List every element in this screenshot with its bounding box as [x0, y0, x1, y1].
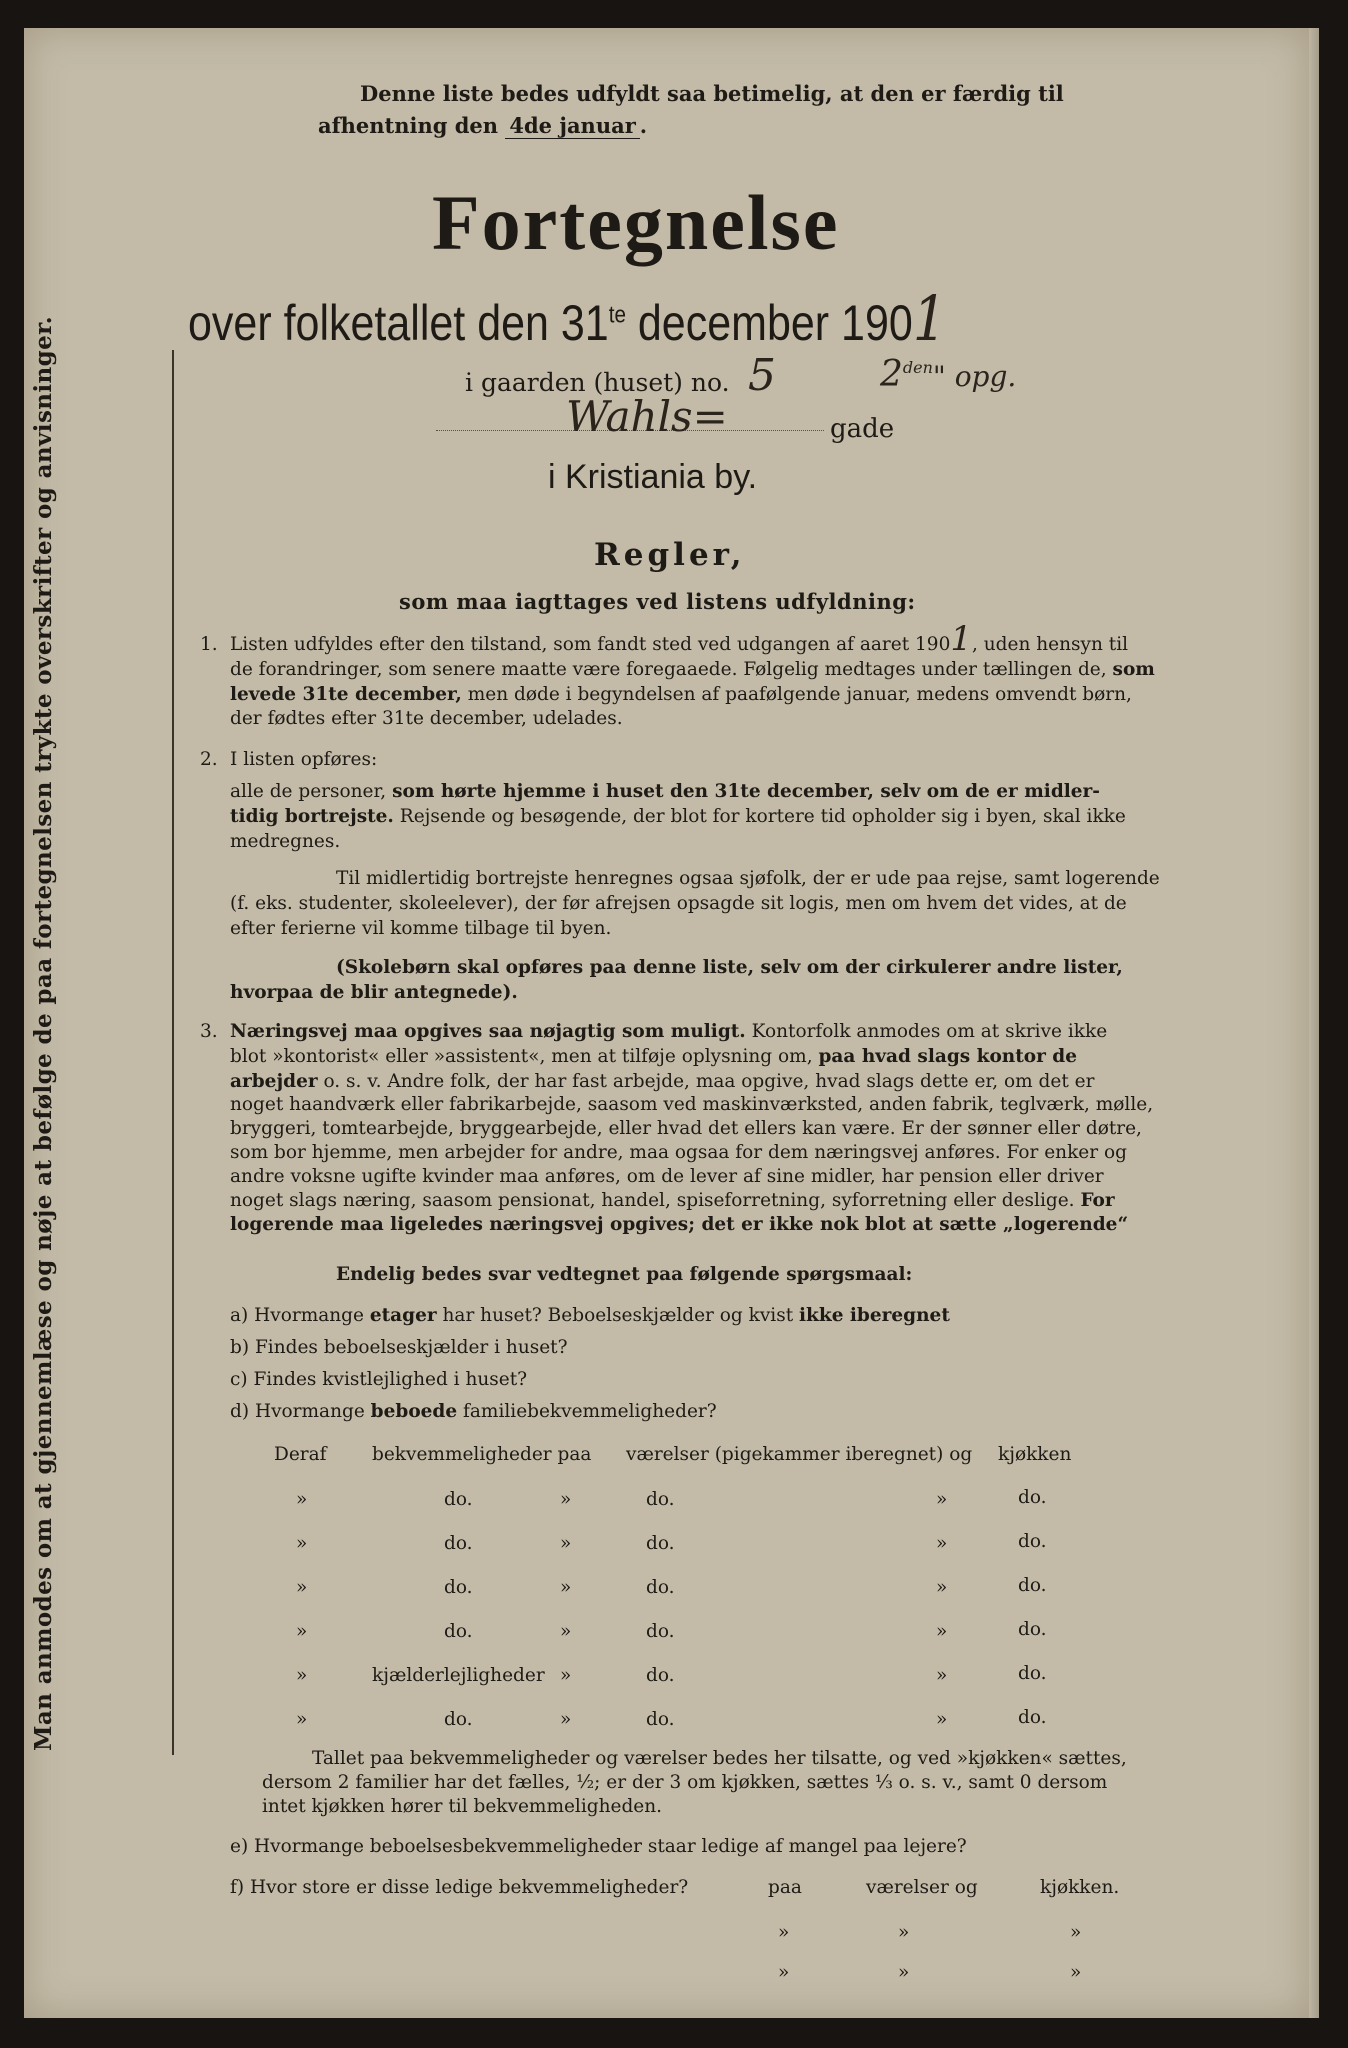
house-extra-value: $2^{den}$" opg.	[880, 354, 1017, 395]
header-line-1: Denne liste bedes udfyldt saa betimelig, at den er færdig til	[360, 81, 1064, 106]
table-header-vaer: værelser (pigekammer iberegnet) og	[626, 1444, 973, 1465]
sidebar-rule	[172, 350, 174, 1755]
rule-1-number: 1.	[200, 634, 218, 655]
rule-3-line-4: noget haandværk eller fabrikarbejde, saasom ved maskinværksted, anden fabrik, teglværk, mølle,	[230, 1094, 1154, 1115]
rule-3-line-3: arbejder o. s. v. Andre folk, der har fast arbejde, maa opgive, hvad slags dette er, om det er	[230, 1071, 1095, 1092]
table-header-bekv: bekvemmeligheder paa	[372, 1444, 592, 1465]
rule-3-line-1: Næringsvej maa opgives saa nøjagtig som muligt. Kontorfolk anmodes om at skrive ikke	[230, 1021, 1108, 1042]
rule-2-line-9: hvorpaa de blir antegnede).	[230, 982, 518, 1003]
rule-3-line-2: blot »kontorist« eller »assistent«, men at tilføje oplysning om, paa hvad slags kontor de	[230, 1046, 1078, 1067]
question-e: e) Hvormange beboelsesbekvemmeligheder staar ledige af mangel paa lejere?	[230, 1836, 967, 1857]
rule-3-line-7: andre voksne ugifte kvinder maa anføres, om de lever af sine midler, har pension eller driver	[230, 1166, 1104, 1187]
table-header-deraf: Deraf	[274, 1444, 327, 1465]
pickup-date: 4de januar	[505, 113, 639, 139]
rule-3-line-9: logerende maa ligeledes næringsvej opgives; det er ikke nok blot at sætte „logerende“	[230, 1214, 1129, 1235]
rule-2-line-5: Til midlertidig bortrejste henregnes ogsaa sjøfolk, der er ude paa rejse, samt logerende	[336, 868, 1160, 889]
handwritten-year-digit: 1	[912, 282, 947, 355]
house-number-label: i gaarden (huset) no.	[465, 368, 730, 397]
question-c: c) Findes kvistlejlighed i huset?	[230, 1369, 528, 1390]
question-d: d) Hvormange beboede familiebekvemmeligheder?	[230, 1401, 717, 1422]
rule-2-line-2: alle de personer, som hørte hjemme i huset den 31te december, selv om de er midler-	[230, 781, 1100, 802]
header-line-2: afhentning den 4de januar .	[318, 113, 648, 138]
rule-1-line-3: levede 31te december, men døde i begyndelsen af paafølgende januar, medens omvendt børn,	[230, 684, 1132, 705]
question-f: f) Hvor store er disse ledige bekvemmeligheder?	[230, 1877, 689, 1898]
rule-1-line-2: de forandringer, som senere maatte være foregaaede. Følgelig medtages under tællingen de, som	[230, 659, 1155, 680]
question-a: a) Hvormange etager har huset? Beboelseskjælder og kvist ikke iberegnet	[230, 1305, 950, 1326]
note-line-2: dersom 2 familier har det fælles, ½; er der 3 om kjøkken, sættes ⅓ o. s. v., samt 0 dersom	[262, 1772, 1108, 1793]
rule-1-line-1: Listen udfyldes efter den tilstand, som fandt sted ved udgangen af aaret 1901, uden hensyn til	[230, 619, 1129, 659]
page-title: Fortegnelse	[432, 179, 840, 266]
question-f-kjokken: kjøkken.	[1040, 1877, 1120, 1898]
rule-2-line-7: efter ferierne vil komme tilbage til byen.	[230, 918, 612, 939]
questions-intro: Endelig bedes svar vedtegnet paa følgende spørgsmaal:	[336, 1264, 913, 1285]
rule-2-number: 2.	[200, 749, 218, 770]
table-header-kjokken: kjøkken	[998, 1444, 1072, 1465]
rules-title: Regler,	[594, 537, 746, 573]
sidebar-instruction: Man anmodes om at gjennemlæse og nøje at befølge de paa fortegnelsen trykte overskrifter og anvisninger.	[30, 316, 57, 1751]
question-f-vaer: værelser og	[866, 1877, 978, 1898]
rule-2-line-3: tidig bortrejste. Rejsende og besøgende, der blot for kortere tid opholder sig i byen, skal ikke	[230, 806, 1126, 827]
rule-2-line-8: (Skolebørn skal opføres paa denne liste, selv om der cirkulerer andre lister,	[336, 957, 1123, 978]
rule-3-number: 3.	[200, 1021, 218, 1042]
rule-1-line-4: der fødtes efter 31te december, udelades.	[230, 708, 623, 729]
handwritten-year-digit-2: 1	[950, 619, 972, 659]
rules-subtitle: som maa iagttages ved listens udfyldning:	[399, 589, 916, 614]
note-line-3: intet kjøkken hører til bekvemmeligheden.	[262, 1796, 663, 1817]
rule-3-line-5: bryggeri, tomtearbejde, bryggearbejde, eller hvad det ellers kan være. Er der sønner eller døtre,	[230, 1118, 1142, 1139]
page-subtitle: over folketallet den $31^{te}$ december 1901	[188, 282, 947, 355]
house-number-value: 5	[748, 350, 776, 401]
rule-3-line-6: som bor hjemme, men arbejder for andre, maa ogsaa for dem næringsvej anføres. For enker og	[230, 1142, 1127, 1163]
rule-2-line-6: (f. eks. studenter, skoleelever), der før afrejsen opsagde sit logis, men om hvem det vides, at de	[230, 893, 1127, 914]
street-suffix: gade	[830, 414, 895, 444]
question-f-paa: paa	[768, 1877, 802, 1898]
rule-2-line-1: I listen opføres:	[230, 749, 378, 770]
city-line: i Kristiania by.	[548, 458, 758, 496]
question-b: b) Findes beboelseskjælder i huset?	[230, 1337, 568, 1358]
rule-2-line-4: medregnes.	[230, 831, 341, 852]
note-line-1: Tallet paa bekvemmeligheder og værelser bedes her tilsatte, og ved »kjøkken« sættes,	[312, 1748, 1127, 1769]
street-name: Wahls=	[566, 392, 728, 441]
rule-3-line-8: noget slags næring, saasom pensionat, handel, spiseforretning, syforretning eller deslige. For	[230, 1190, 1115, 1211]
